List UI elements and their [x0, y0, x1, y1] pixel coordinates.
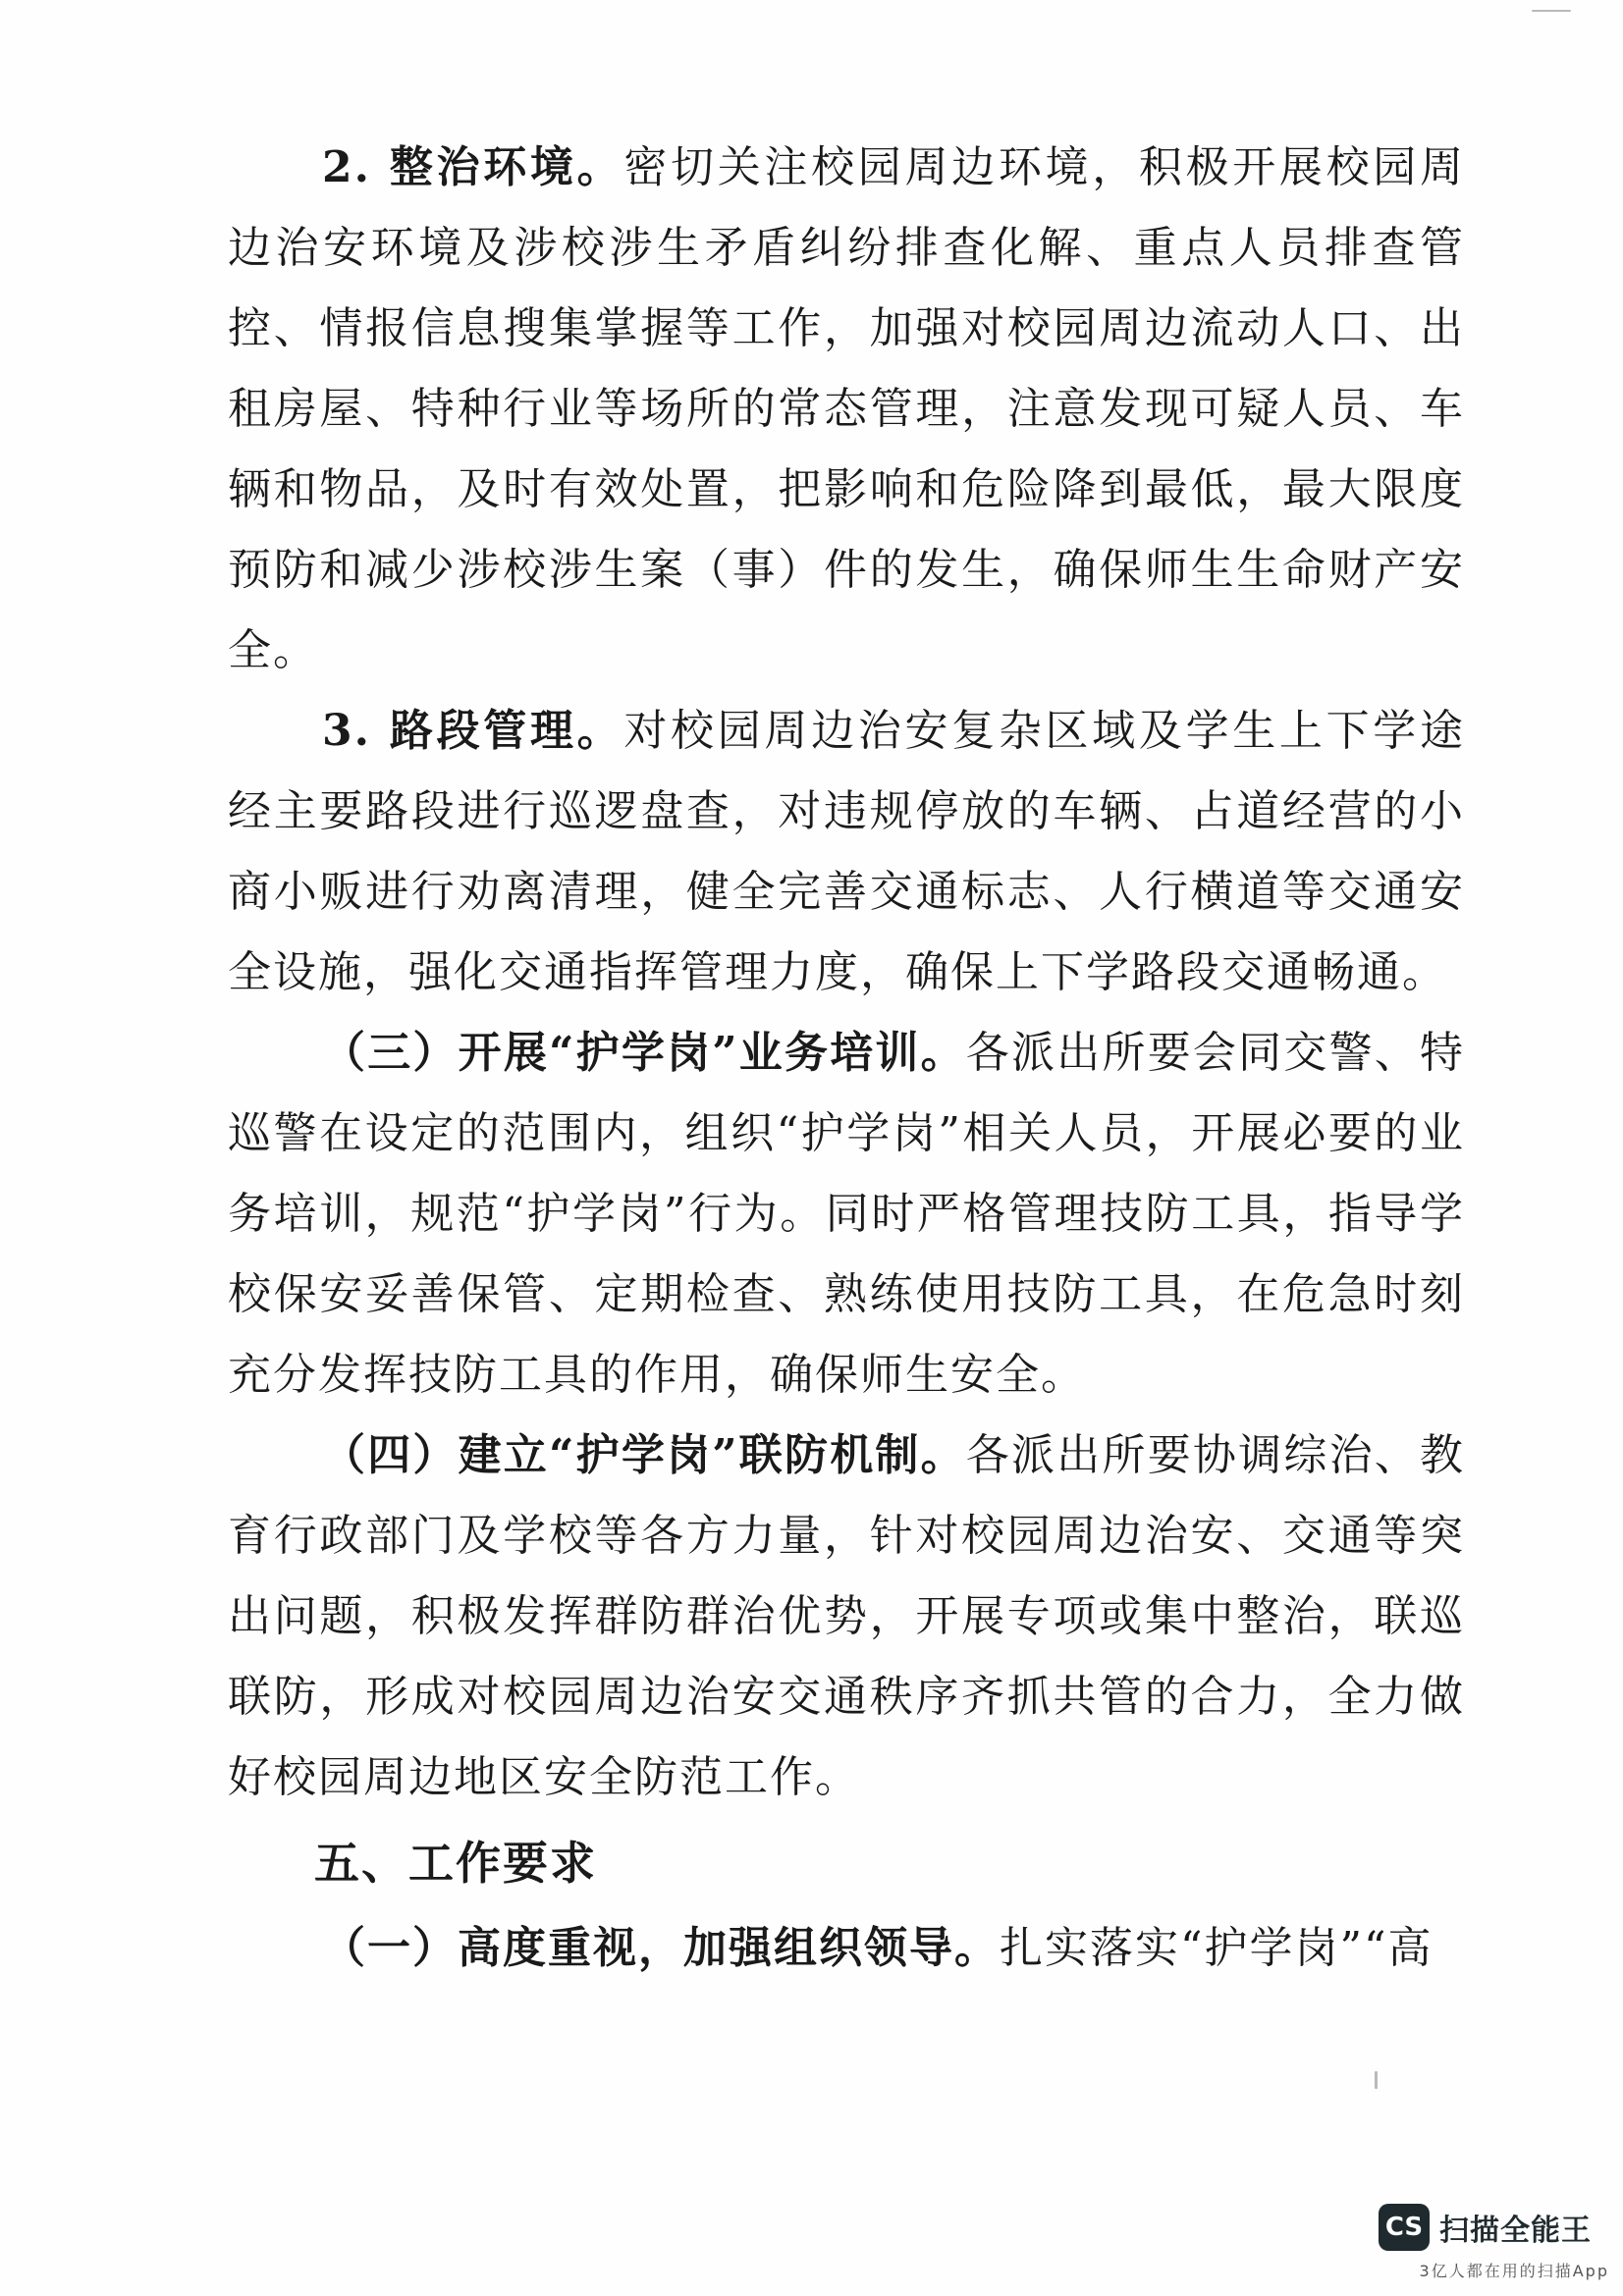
paragraph-lead: （三）开展“护学岗”业务培训。	[322, 1028, 966, 1078]
watermark-row	[1379, 2200, 1609, 2255]
paragraph-training	[228, 1013, 1465, 1415]
paragraph-joint-defense	[228, 1415, 1465, 1818]
paragraph-environment	[228, 128, 1465, 691]
paragraph-text: 密切关注校园周边环境，积极开展校园周边治安环境及涉校涉生矛盾纠纷排查化解、重点人员排查管控、情报信息搜集掌握等工作，加强对校园周边流动人口、出租房屋、特种行业等场所的常态管理，注意发现可疑人员、车辆和物品，及时有效处置，把影响和危险降到最低，最大限度预防和减少涉校涉生案（事）件的发生，确保师生生命财产安全。	[228, 142, 1465, 675]
paragraph-road-management	[228, 691, 1465, 1013]
paragraph-lead: 3. 路段管理。	[322, 706, 624, 756]
paragraph-lead: （一）高度重视，加强组织领导。	[322, 1923, 1000, 1973]
scan-speck	[1375, 2071, 1378, 2089]
camscanner-logo-icon: CS	[1379, 2204, 1430, 2251]
scanner-watermark	[1379, 2200, 1609, 2282]
paragraph-text: 各派出所要会同交警、特巡警在设定的范围内，组织“护学岗”相关人员，开展必要的业务培训，规范“护学岗”行为。同时严格管理技防工具，指导学校保安妥善保管、定期检查、熟练使用技防工具，在危急时刻充分发挥技防工具的作用，确保师生安全。	[228, 1028, 1465, 1400]
paragraph-leadership	[228, 1908, 1465, 1989]
section-heading: 五、工作要求	[314, 1837, 597, 1890]
scan-speck	[1532, 10, 1571, 12]
paragraph-lead: 2. 整治环境。	[322, 142, 624, 192]
watermark-tagline: 3亿人都在用的扫描App	[1419, 2262, 1609, 2280]
paragraph-text: 对校园周边治安复杂区域及学生上下学途经主要路段进行巡逻盘查，对违规停放的车辆、占道经营的小商小贩进行劝离清理，健全完善交通标志、人行横道等交通安全设施，强化交通指挥管理力度，确保上下学路段交通畅通。	[228, 706, 1465, 997]
paragraph-text: 各派出所要协调综治、教育行政部门及学校等各方力量，针对校园周边治安、交通等突出问题，积极发挥群防群治优势，开展专项或集中整治，联巡联防，形成对校园周边治安交通秩序齐抓共管的合力，全力做好校园周边地区安全防范工作。	[228, 1430, 1465, 1802]
watermark-app-name: 扫描全能王	[1439, 2214, 1592, 2248]
document-body	[228, 128, 1465, 1989]
paragraph-lead: （四）建立“护学岗”联防机制。	[322, 1430, 966, 1480]
paragraph-text: 扎实落实“护学岗”“高	[1000, 1923, 1434, 1973]
